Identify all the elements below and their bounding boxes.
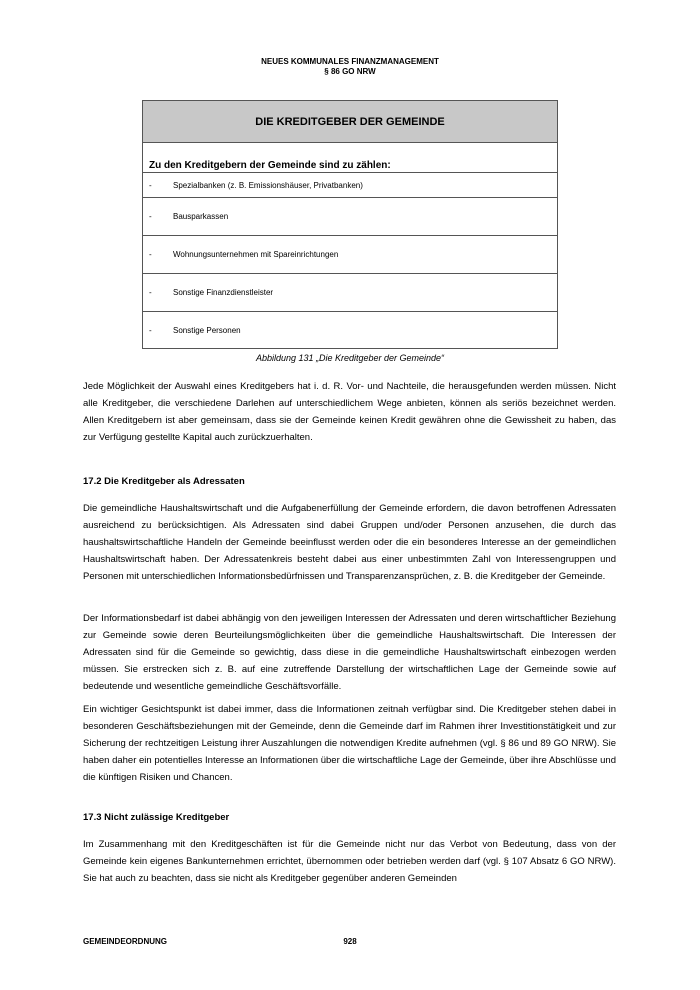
list-dash: - (149, 325, 152, 335)
header-paragraph: § 86 GO NRW (324, 67, 376, 76)
header-title: NEUES KOMMUNALES FINANZMANAGEMENT (261, 57, 439, 66)
section-heading-17-2: 17.2 Die Kreditgeber als Adressaten (83, 476, 245, 487)
section-17-2-paragraph-2: Der Informationsbedarf ist dabei abhängig von den jeweiligen Interessen der Adressaten und deren wirtschaftlicher Beziehung zur Gemeinde sowie deren Beurteilungsmöglichkeiten über die gemeindliche Haushaltswirtschaft. Die Interessen der Adressaten sind für die Gemeinde so gewichtig, dass diese in die gemeindliche Haushaltswirtschaft einbezogen werden müssen. Sie erstrecken sich z. B. auf eine zutreffende Darstellung der wirtschaftlichen Lage der Gemeinde sowie auf bedeutende und wesentliche gemeindliche Geschäftsvorfälle. (83, 613, 616, 692)
list-item-text: Wohnungsunternehmen mit Spareinrichtungen (173, 250, 339, 259)
list-dash: - (149, 212, 152, 221)
list-dash: - (149, 180, 152, 190)
list-dash: - (149, 250, 152, 259)
figure-list-item (143, 173, 557, 198)
intro-paragraph: Jede Möglichkeit der Auswahl eines Kreditgebers hat i. d. R. Vor- und Nachteile, die herausgefunden werden müssen. Nicht alle Kreditgeber, die verschiedene Darlehen auf unterschiedlichem Wege anbieten, können als seriös bezeichnet werden. Allen Kreditgebern ist aber gemeinsam, dass sie der Gemeinde keinen Kredit gewähren ohne die Gewissheit zu haben, das zur Verfügung gestellte Kapital auch zurückzuerhalten. (83, 381, 616, 443)
section-17-2-paragraph-1: Die gemeindliche Haushaltswirtschaft und die Aufgabenerfüllung der Gemeinde erfordern, die davon betroffenen Adressaten ausreichend zu berücksichtigen. Als Adressaten sind dabei Gruppen und/oder Personen anzusehen, die durch das haushaltswirtschaftliche Handeln der Gemeinde beeinflusst werden oder die ein besonderes Interesse an der gemeindlichen Haushaltswirtschaft haben. Der Adressatenkreis besteht dabei aus einer unbestimmten Zahl von Interessengruppen und Personen mit unterschiedlichen Informationsbedürfnissen und Transparenzansprüchen, z. B. die Kreditgeber der Gemeinde. (83, 503, 616, 582)
page-number: 928 (343, 937, 357, 946)
section-heading-17-3: 17.3 Nicht zulässige Kreditgeber (83, 812, 230, 823)
figure-list-item (143, 236, 557, 274)
creditor-figure-table (142, 100, 558, 349)
section-17-2-paragraph-3: Ein wichtiger Gesichtspunkt ist dabei immer, dass die Informationen zeitnah verfügbar sind. Die Kreditgeber stehen dabei in besonderen Geschäftsbeziehungen mit der Gemeinde, denn die Gemeinde darf im Rahmen ihrer Investitionstätigkeit und zur Sicherung der rechtzeitigen Leistung ihrer Auszahlungen die notwendigen Kredite aufnehmen (vgl. § 86 und 89 GO NRW). Sie haben daher ein potentielles Interesse an Informationen über die wirtschaftliche Lage der Gemeinde, über ihre Abschlüsse und die künftigen Risiken und Chancen. (83, 704, 616, 783)
list-item-text: Spezialbanken (z. B. Emissionshäuser, Privatbanken) (173, 180, 363, 190)
page-header (0, 57, 700, 77)
figure-caption: Abbildung 131 „Die Kreditgeber der Gemeinde“ (255, 353, 445, 363)
figure-list-item (143, 274, 557, 312)
list-item-text: Sonstige Personen (173, 325, 241, 335)
section-17-3-paragraph-1: Im Zusammenhang mit den Kreditgeschäften ist für die Gemeinde nicht nur das Verbot von Bedeutung, dass von der Gemeinde kein eigenes Bankunternehmen errichtet, übernommen oder betrieben werden darf (vgl. § 107 Absatz 6 GO NRW). Sie hat auch zu beachten, dass sie nicht als Kreditgeber gegenüber anderen Gemeinden (83, 839, 616, 884)
list-item-text: Sonstige Finanzdienstleister (173, 288, 274, 297)
figure-list-item (143, 198, 557, 236)
footer-title: GEMEINDEORDNUNG (83, 937, 168, 946)
figure-list-item (143, 312, 557, 348)
figure-subtitle: Zu den Kreditgebern der Gemeinde sind zu zählen: (143, 143, 557, 173)
list-item-text: Bausparkassen (173, 212, 229, 221)
list-dash: - (149, 288, 152, 297)
figure-title: DIE KREDITGEBER DER GEMEINDE (143, 101, 557, 143)
